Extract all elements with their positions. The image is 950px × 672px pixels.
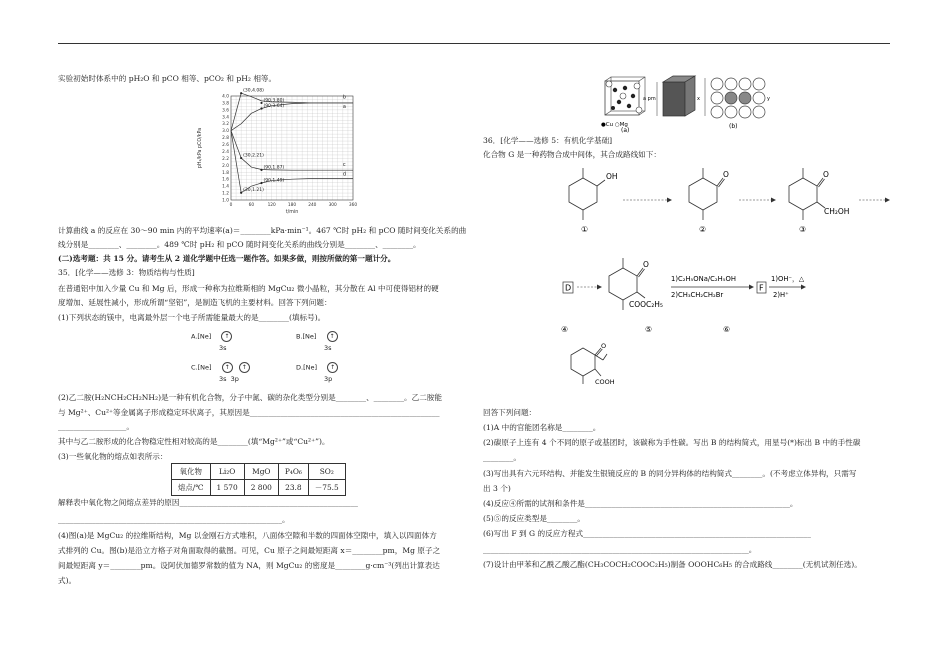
struct-num-4: ④ bbox=[561, 325, 569, 334]
intro-text: 实验初始时体系中的 pH₂O 和 pCO 相等、pCO₂ 和 pH₂ 相等。 bbox=[58, 74, 277, 83]
orbital-3s-icon: ↑ bbox=[222, 362, 233, 373]
structure-1 bbox=[569, 168, 605, 220]
struct-num-1: ① bbox=[581, 225, 589, 234]
struct-num-3: ③ bbox=[799, 225, 807, 234]
data-point bbox=[260, 182, 262, 184]
table-row bbox=[172, 480, 346, 496]
table-header-row bbox=[172, 464, 346, 480]
struct-num-6: ⑥ bbox=[723, 325, 731, 334]
y-tick-label: 4.0 bbox=[222, 94, 229, 100]
q-rate-line1: 计算曲线 a 的反应在 30～90 min 内的平均速率(a)＝________kPa·min⁻¹。467 ℃时 pH₂ 和 pCO 随时间变化关系的曲 bbox=[58, 226, 467, 235]
table-cell: 熔点/℃ bbox=[172, 480, 211, 496]
x-tick-label: 180 bbox=[287, 203, 297, 208]
section-2-heading: (二)选考题：共 15 分。请考生从 2 道化学题中任选一题作答。如果多做，则按所做的第一题计分。 bbox=[58, 254, 396, 263]
q35-4-line3: 间最短距离 y＝________pm。设阿伏加德罗常数的值为 NA，则 MgCu₂ 的密度是________g·cm⁻³(列出计算表达 bbox=[58, 561, 440, 570]
structure-2-o: O bbox=[723, 170, 729, 179]
melting-point-table bbox=[171, 463, 346, 496]
q36-6-line2: ______________________________________________________________________。 bbox=[483, 545, 757, 554]
q35-para2: 度增加、延展性减小，形成所谓“坚铝”，是制造飞机的主要材料。回答下列问题： bbox=[58, 298, 332, 307]
table-cell: 23.8 bbox=[278, 480, 308, 496]
q35-4-line4: 式)。 bbox=[58, 576, 77, 585]
orbital-label-3s: 3s bbox=[219, 375, 227, 383]
y-tick-label: 2.6 bbox=[222, 143, 229, 149]
chart-grid bbox=[231, 96, 353, 200]
q35-title: 35．[化学——选修 3：物质结构与性质] bbox=[58, 268, 195, 277]
q36-answer-prompt: 回答下列问题： bbox=[483, 408, 537, 417]
q35-2-line4: 其中与乙二胺形成的化合物稳定性相对较高的是________(填“Mg²⁺”或“Cu²⁺”)。 bbox=[58, 437, 330, 446]
table-cell: P₄O₆ bbox=[278, 464, 308, 480]
x-tick-label: 300 bbox=[328, 203, 337, 208]
crystal-figure bbox=[601, 76, 861, 132]
q36-1: (1)A 中的官能团名称是________。 bbox=[483, 423, 601, 432]
data-label: (90,3.64) bbox=[263, 103, 285, 109]
figure-a-unit-cell bbox=[605, 77, 645, 115]
data-label: (30,1.21) bbox=[243, 188, 264, 194]
y-tick-label: 3.6 bbox=[222, 108, 229, 114]
kinetics-chart bbox=[193, 90, 363, 220]
q36-3-line2: 出 3 个) bbox=[483, 484, 511, 493]
q35-1: (1)下列状态的镁中，电离最外层一个电子所需能量最大的是________(填标号)。 bbox=[58, 313, 326, 322]
q36-2-line2: ________。 bbox=[483, 453, 521, 462]
y-tick-label: 2.0 bbox=[222, 163, 229, 169]
table-cell: Li₂O bbox=[210, 464, 244, 480]
y-axis-label: pH₂/kPa pCO/kPa bbox=[198, 127, 203, 169]
orbital-3s-icon: ↑ bbox=[221, 331, 232, 342]
orbital-label-3p: 3p bbox=[324, 375, 333, 383]
x-tick-label: 240 bbox=[308, 203, 317, 208]
y-tick-label: 3.4 bbox=[222, 115, 229, 121]
header-rule bbox=[58, 43, 890, 44]
y-tick-label: 1.8 bbox=[222, 170, 229, 176]
x-axis-label: t/min bbox=[285, 210, 299, 215]
y-tick-label: 1.4 bbox=[222, 184, 229, 190]
q36-title: 36．[化学——选修 5：有机化学基础] bbox=[483, 136, 613, 145]
step6-reagent-2: 2)H⁺ bbox=[773, 291, 789, 299]
data-point bbox=[260, 102, 262, 104]
y-tick-label: 3.2 bbox=[222, 122, 229, 128]
table-cell: 2 800 bbox=[244, 480, 278, 496]
q-rate-line2: 线分别是________、________。489 ℃时 pH₂ 和 pCO 随时间变化关系的曲线分别是________、________。 bbox=[58, 240, 421, 249]
curve-label: d bbox=[342, 171, 347, 178]
struct-num-2: ② bbox=[699, 225, 707, 234]
orbital-label-3s: 3s bbox=[324, 344, 332, 352]
data-label: (90,1.49) bbox=[263, 178, 285, 184]
y-tick-label: 1.6 bbox=[222, 177, 229, 183]
q35-4-line2: 式排列的 Cu。图(b)是沿立方格子对角面取得的截图。可见，Cu 原子之间最短距离 x＝________pm，Mg 原子之 bbox=[58, 546, 441, 555]
structure-5-cooc2h5: COOC₂H₅ bbox=[629, 300, 663, 309]
q36-7: (7)设计由甲苯和乙酰乙酸乙酯(CH₃COCH₂COOC₂H₅)制备 OOOHC₆H₅ 的合成路线________(无机试剂任选)。 bbox=[483, 560, 862, 569]
q36-2-line1: (2)碳原子上连有 4 个不同的原子或基团时，该碳称为手性碳。写出 B 的结构简式，用星号(*)标出 B 中的手性碳 bbox=[483, 438, 861, 447]
figure-legend: ●Cu ○Mg bbox=[601, 122, 628, 128]
structure-1-oh: OH bbox=[606, 172, 618, 181]
q35-3-line2: 解释表中氧化物之间熔点差异的原因_______________________________________________ bbox=[58, 498, 358, 507]
q35-2-line1: (2)乙二胺(H₂NCH₂CH₂NH₂)是一种有机化合物，分子中氮、碳的杂化类型分别是________、________。乙二胺能 bbox=[58, 393, 443, 402]
data-point bbox=[240, 157, 242, 159]
option-a bbox=[191, 331, 232, 352]
orbital-3p-icon: ↑ bbox=[327, 362, 338, 373]
figure-b-section bbox=[705, 78, 765, 118]
y-tick-label: 3.0 bbox=[222, 129, 229, 135]
option-b bbox=[296, 331, 338, 352]
data-point bbox=[260, 107, 262, 109]
structure-3-ch2oh: CH₂OH bbox=[824, 207, 850, 216]
q35-para1: 在普通铝中加入少量 Cu 和 Mg 后，形成一种称为拉维斯相的 MgCu₂ 微小晶粒，其分散在 Al 中可使得铝材的硬 bbox=[58, 284, 439, 293]
figure-b-x-label: x bbox=[697, 96, 700, 102]
table-cell: 1 570 bbox=[210, 480, 244, 496]
orbital-label-3s: 3s bbox=[219, 344, 227, 352]
q36-intro: 化合物 G 是一种药物合成中间体，其合成路线如下： bbox=[483, 150, 661, 159]
figure-b-label: (b) bbox=[729, 123, 738, 130]
box-f: F bbox=[759, 283, 764, 293]
q35-4-line1: (4)图(a)是 MgCu₂ 的拉维斯结构，Mg 以金刚石方式堆积，八面体空隙和半数的四面体空隙中，填入以四面体方 bbox=[58, 531, 437, 540]
struct-num-5: ⑤ bbox=[645, 325, 653, 334]
q35-2-line3: __________________。 bbox=[58, 422, 134, 431]
option-d-label: D.[Ne] bbox=[296, 363, 318, 372]
q35-3: (3)一些氧化物的熔点如表所示： bbox=[58, 452, 168, 461]
option-b-label: B.[Ne] bbox=[296, 332, 317, 341]
y-tick-label: 3.8 bbox=[222, 101, 229, 107]
option-c-label: C.[Ne] bbox=[191, 363, 212, 372]
x-tick-label: 360 bbox=[348, 203, 358, 208]
curve-label: b bbox=[342, 94, 347, 101]
table-cell: SO₂ bbox=[308, 464, 345, 480]
figure-a-label: (a) bbox=[621, 127, 630, 134]
figure-b-y-label: y bbox=[767, 96, 770, 102]
synthesis-route-2 bbox=[563, 256, 893, 336]
option-d bbox=[296, 362, 338, 383]
x-tick-label: 60 bbox=[248, 203, 255, 208]
y-tick-label: 2.2 bbox=[222, 156, 229, 162]
chart-axes bbox=[197, 94, 357, 216]
curve-label: a bbox=[342, 103, 346, 110]
step6-reagent-1: 1)OH⁻，△ bbox=[771, 275, 805, 283]
q36-5: (5)⑤的反应类型是________。 bbox=[483, 514, 585, 523]
structure-3-o: O bbox=[823, 170, 829, 179]
table-cell: －75.5 bbox=[308, 480, 345, 496]
structure-3 bbox=[789, 168, 825, 220]
data-label: (30,2.21) bbox=[243, 153, 264, 159]
step5-reagent-1: 1)C₂H₅ONa/C₂H₅OH bbox=[671, 275, 736, 283]
step5-reagent-2: 2)CH₃CH₂CH₂Br bbox=[671, 291, 724, 299]
curve-label: c bbox=[342, 162, 346, 169]
orbital-3s-icon: ↑ bbox=[327, 331, 338, 342]
structure-5-o: O bbox=[643, 260, 649, 269]
x-tick-label: 120 bbox=[267, 203, 276, 208]
data-label: (90,3.80) bbox=[263, 98, 285, 104]
figure-cube bbox=[657, 76, 695, 116]
data-point bbox=[240, 92, 242, 94]
q36-3-line1: (3)写出具有六元环结构、并能发生银镜反应的 B 的同分异构体的结构简式________。(不考虑立体异构，只需写 bbox=[483, 469, 857, 478]
data-point bbox=[260, 169, 262, 171]
q35-2-line2: 与 Mg²⁺、Cu²⁺等金属离子形成稳定环状离子，其原因是__________________________________________________ bbox=[58, 408, 440, 417]
option-c bbox=[191, 362, 250, 383]
table-cell: MgO bbox=[244, 464, 278, 480]
y-tick-label: 2.8 bbox=[222, 136, 229, 142]
table-cell: 氧化物 bbox=[172, 464, 211, 480]
figure-apm-label: a pm bbox=[643, 96, 656, 102]
option-a-label: A.[Ne] bbox=[191, 332, 212, 341]
y-tick-label: 1.0 bbox=[222, 198, 229, 204]
orbital-label-3p: 3p bbox=[230, 375, 239, 383]
q35-3-line3: ___________________________________________________________。 bbox=[58, 515, 290, 524]
orbital-3p-icon: ↑ bbox=[239, 362, 250, 373]
data-point bbox=[240, 192, 242, 194]
y-tick-label: 2.4 bbox=[222, 149, 229, 155]
structure-2 bbox=[689, 168, 725, 220]
box-d: D bbox=[565, 283, 572, 293]
q36-6-line1: (6)写出 F 到 G 的反应方程式____________________________________________________________ bbox=[483, 529, 811, 538]
synthesis-route-1 bbox=[563, 164, 893, 236]
data-label: (90,1.87) bbox=[263, 165, 285, 171]
x-tick-label: 0 bbox=[229, 203, 233, 208]
q36-4: (4)反应④所需的试剂和条件是______________________________________________________。 bbox=[483, 499, 798, 508]
data-label: (30,4.08) bbox=[243, 88, 264, 94]
structure-g-cooh: COOH bbox=[595, 378, 615, 386]
structure-g bbox=[567, 340, 637, 388]
structure-g-o: O bbox=[601, 342, 607, 350]
y-tick-label: 1.2 bbox=[222, 191, 229, 197]
